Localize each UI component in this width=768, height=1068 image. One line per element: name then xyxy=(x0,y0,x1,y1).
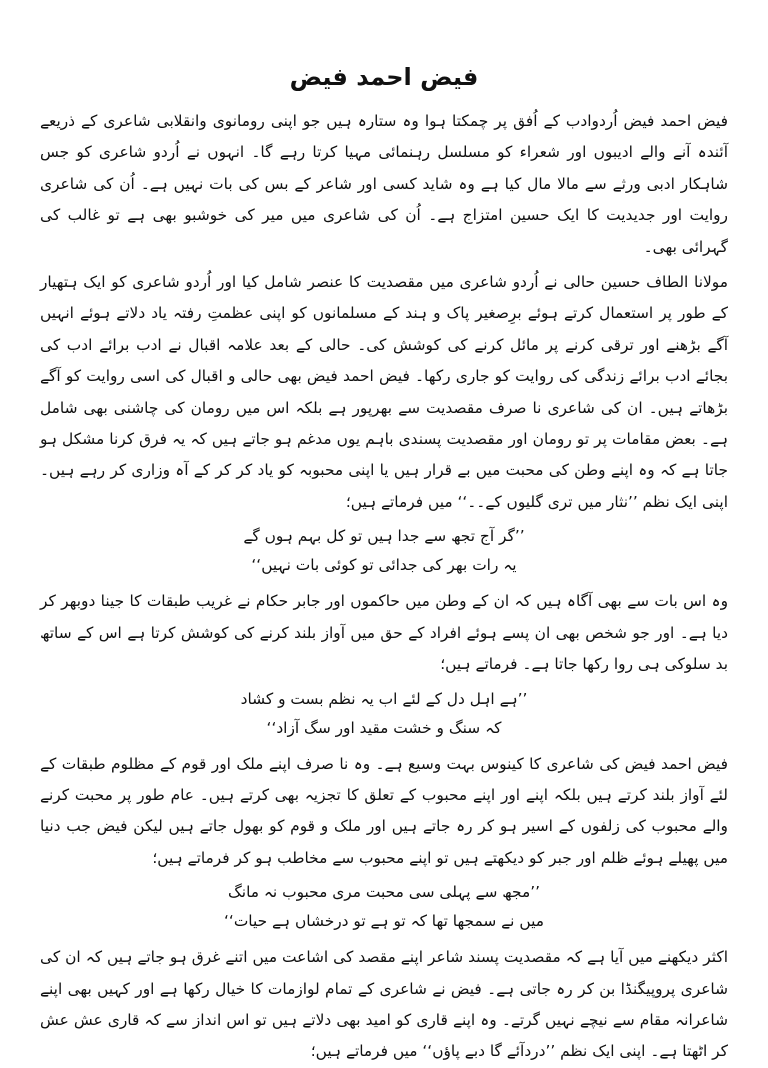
paragraph-hali-iqbal: مولانا الطاف حسین حالی نے اُردو شاعری میں مقصدیت کا عنصر شامل کیا اور اُردو شاعری کو ایک ہتھیار کے طور پر استعمال کرتے ہوئے برِصغیر پاک و ہند کے مسلمانوں کو اپنی عظمتِ رفتہ یاد دلاتے ہوئے انہیں آگے بڑھنے اور ترقی کرنے پر مائل کرنے کی کوشش کی۔ حالی کے بعد علامہ اقبال نے ادب برائے ادب کی بجائے ادب برائے زندگی کی روایت کو جاری رکھا۔ فیض احمد فیض بھی حالی و اقبال کی اسی روایت کو آگے بڑھاتے ہیں۔ ان کی شاعری نا صرف مقصدیت سے بھرپور ہے بلکہ اس میں رومان کی چاشنی بھی شامل ہے۔ بعض مقامات پر تو رومان اور مقصدیت پسندی باہم یوں مدغم ہو جاتے ہیں کہ یہ فرق کرنا مشکل ہو جاتا ہے کہ وہ اپنے وطن کی محبت میں بے قرار ہیں یا اپنی محبوبہ کو یاد کر کر کے آہ وزاری کر رہے ہیں۔ اپنی ایک نظم ’’نثار میں تری گلیوں کے۔۔‘‘ میں فرماتے ہیں؛ xyxy=(40,273,728,511)
verse-line: ’’مجھ سے پہلی سی محبت مری محبوب نہ مانگ xyxy=(228,883,540,902)
verse-line: یہ رات بھر کی جدائی تو کوئی بات نہیں‘‘ xyxy=(251,556,517,575)
paragraph-canvas: فیض احمد فیض کی شاعری کا کینوس بہت وسیع ہے۔ وہ نا صرف اپنے ملک اور قوم کے مظلوم طبقات کے لئے آواز بلند کرتے ہیں بلکہ اپنے اور اپنے محبوب کے تعلق کا تجزیہ بھی کرتے ہیں۔ عام طور پر محبت کرنے والے محبوب کی زلفوں کے اسیر ہو کر رہ جاتے ہیں اور ملک و قوم کو بھول جاتے ہیں لیکن فیض جب دنیا میں پھیلے ہوئے ظلم اور جبر کو دیکھتے ہیں تو اپنے محبوب سے مخاطب ہو کر فرماتے ہیں؛ xyxy=(40,754,728,867)
page-title: فیض احمد فیض xyxy=(289,63,479,91)
verse-block-2 xyxy=(40,685,728,743)
paragraph-intro: فیض احمد فیض اُردوادب کے اُفق پر چمکتا ہوا وہ ستارہ ہیں جو اپنی رومانوی وانقلابی شاعری کے ذریعے آئندہ آنے والے ادیبوں اور شعراء کو مسلسل رہنمائی مہیا کرتا رہے گا۔ انہوں نے اُردو شاعری کو جس شاہکار ادبی ورثے سے مالا مال کیا ہے وہ شاید کسی اور شاعر کے بس کی بات نہیں ہے۔ اُن کی شاعری روایت اور جدیدیت کا ایک حسین امتزاج ہے۔ اُن کی شاعری میں میر کی خوشبو بھی ہے تو غالب کی گہرائی بھی۔ xyxy=(40,112,728,256)
verse-block-3 xyxy=(40,878,728,936)
verse-line: ’’ہے اہل دل کے لئے اب یہ نظم بست و کشاد xyxy=(240,689,528,708)
verse-line: میں نے سمجھا تھا کہ تو ہے تو درخشاں ہے حیات‘‘ xyxy=(224,912,544,931)
paragraph-propaganda: اکثر دیکھنے میں آیا ہے کہ مقصدیت پسند شاعر اپنے مقصد کی اشاعت میں اتنے غرق ہو جاتے ہیں کہ ان کی شاعری پروپیگنڈا بن کر رہ جاتی ہے۔ فیض نے شاعری کے تمام لوازمات کا خیال رکھا ہے اور کہیں بھی اپنے شاعرانہ مقام سے نیچے نہیں گرتے۔ وہ اپنے قاری کو امید بھی دلاتے ہیں تو اس انداز سے کہ قاری عش عش کر اٹھتا ہے۔ اپنی ایک نظم ’’دردآئے گا دبے پاؤں‘‘ میں فرماتے ہیں؛ xyxy=(40,948,728,1061)
verse-line: ’’گر آج تجھ سے جدا ہیں تو کل بہم ہوں گے xyxy=(243,527,525,546)
verse-line: کہ سنگ و خشت مقید اور سگ آزاد‘‘ xyxy=(266,718,502,737)
verse-block-1 xyxy=(40,522,728,580)
paragraph-oppression: وہ اس بات سے بھی آگاہ ہیں کہ ان کے وطن میں حاکموں اور جابر حکام نے غریب طبقات کا جینا دوبھر کر دیا ہے۔ اور جو شخص بھی ان پسے ہوئے افراد کے حق میں آواز بلند کرنے کی کوشش کرتا ہے اس کے ساتھ بد سلوکی ہی روا رکھا جاتا ہے۔ فرماتے ہیں؛ xyxy=(40,592,728,674)
